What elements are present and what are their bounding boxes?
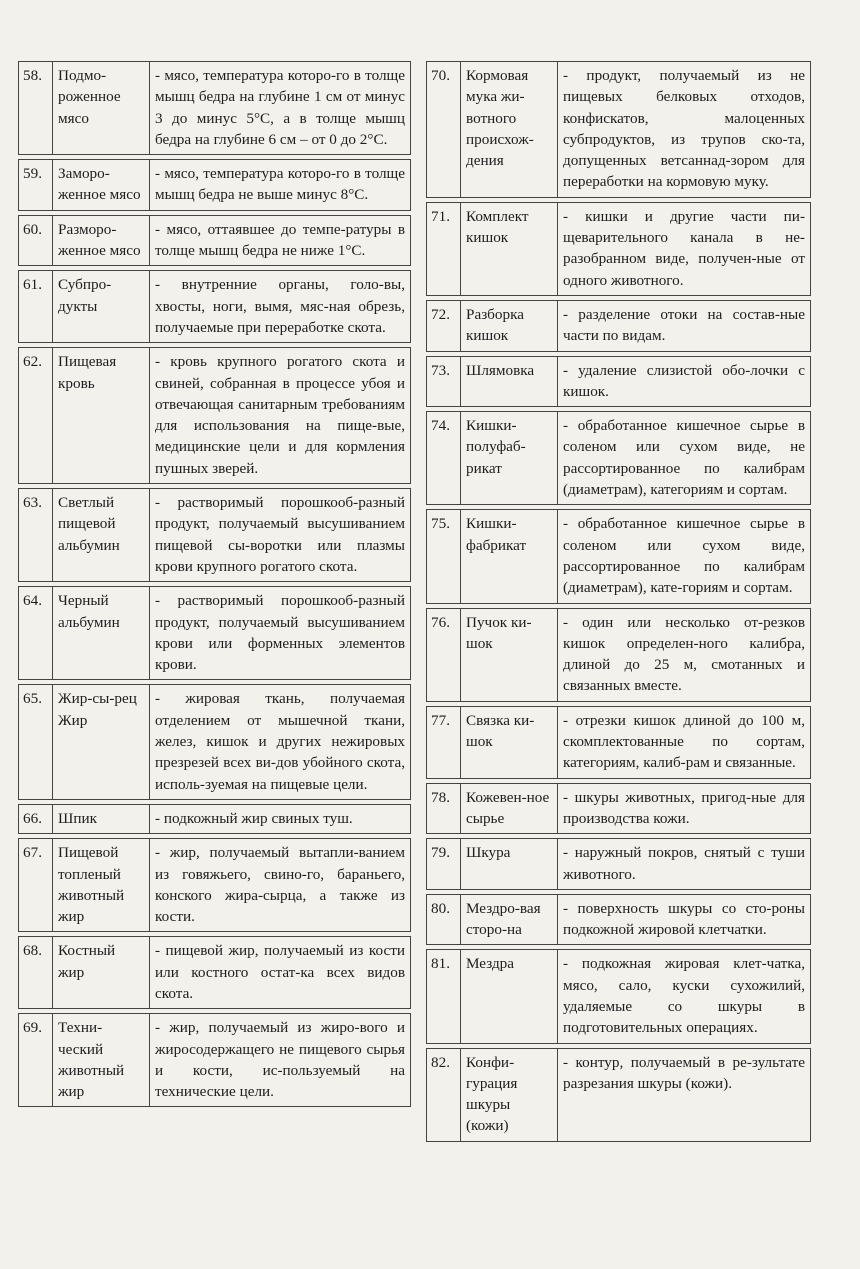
term-name: Заморо-женное мясо [53,159,150,211]
term-row [426,608,811,702]
term-number: 75. [426,509,461,603]
term-number: 63. [18,488,53,582]
term-number: 58. [18,61,53,155]
term-definition: - растворимый порошкооб-разный продукт, получаемый высушиванием крови или форменных элементов крови. [150,586,411,680]
term-number: 70. [426,61,461,198]
term-definition: - подкожный жир свиных туш. [150,804,411,834]
term-definition: - кровь крупного рогатого скота и свиней, собранная в процессе убоя и отвечающая санитарным требованиям для использования на пище-вые, медицинские цели и для кормления пушных зверей. [150,347,411,484]
term-number: 79. [426,838,461,890]
term-definition: - жир, получаемый вытапли-ванием из говяжьего, свино-го, бараньего, конского жира-сырца, а также из кости. [150,838,411,932]
term-definition: - наружный покров, снятый с туши животного. [558,838,811,890]
term-row [18,270,411,343]
term-number: 78. [426,783,461,835]
term-name: Разборка кишок [461,300,558,352]
term-name: Подмо-роженное мясо [53,61,150,155]
term-name: Пищевой топленый животный жир [53,838,150,932]
term-definition: - мясо, температура которо-го в толще мышц бедра на глубине 1 см от минус 3 до минус 5°С, а в толще мышц бедра на глубине 6 см – от 0 до 2°С. [150,61,411,155]
term-row [426,1048,811,1142]
term-row [426,783,811,835]
term-definition: - жировая ткань, получаемая отделением от мышечной ткани, желез, кишок и других нежировых презрезей всех ви-дов убойного скота, исполь-зуемая на пищевые цели. [150,684,411,799]
term-row [18,215,411,267]
term-number: 74. [426,411,461,505]
term-row [426,300,811,352]
term-definition: - продукт, получаемый из не пищевых белковых отходов, конфискатов, малоценных субпродуктов, из трупов ско-та, допущенных ветсаннад-зором для переработки на кормовую муку. [558,61,811,198]
left-terms-body [18,61,411,1107]
term-row [426,706,811,779]
term-definition: - жир, получаемый из жиро-вого и жиросодержащего не пищевого сырья и кости, ис-пользуемый на технические цели. [150,1013,411,1107]
term-row [18,159,411,211]
term-definition: - обработанное кишечное сырье в соленом или сухом виде, рассортированное по калибрам (диаметрам), кате-гориям и сортам. [558,509,811,603]
term-definition: - один или несколько от-резков кишок определен-ного калибра, длиной до 25 м, смотанных и связанных вместе. [558,608,811,702]
term-number: 61. [18,270,53,343]
term-row [18,1013,411,1107]
term-number: 66. [18,804,53,834]
term-row [18,61,411,155]
term-number: 59. [18,159,53,211]
term-name: Пищевая кровь [53,347,150,484]
term-row [426,894,811,946]
term-name: Конфи-гурация шкуры (кожи) [461,1048,558,1142]
term-definition: - обработанное кишечное сырье в соленом или сухом виде, не рассортированное по калибрам (диаметрам), категориям и сортам. [558,411,811,505]
term-definition: - отрезки кишок длиной до 100 м, скомплектованные по сортам, категориям, калиб-рам и связанные. [558,706,811,779]
term-definition: - удаление слизистой обо-лочки с кишок. [558,356,811,408]
left-terms-table [18,57,411,1111]
term-number: 68. [18,936,53,1009]
term-name: Разморо-женное мясо [53,215,150,267]
term-name: Шпик [53,804,150,834]
term-name: Субпро-дукты [53,270,150,343]
term-number: 82. [426,1048,461,1142]
term-number: 64. [18,586,53,680]
term-number: 67. [18,838,53,932]
term-number: 80. [426,894,461,946]
term-number: 77. [426,706,461,779]
right-terms-body [426,61,811,1142]
term-row [426,61,811,198]
term-row [18,838,411,932]
term-name: Мездро-вая сторо-на [461,894,558,946]
term-number: 72. [426,300,461,352]
term-definition: - поверхность шкуры со сто-роны подкожной жировой клетчатки. [558,894,811,946]
term-name: Шлямовка [461,356,558,408]
term-definition: - мясо, оттаявшее до темпе-ратуры в толще мышц бедра не ниже 1°С. [150,215,411,267]
term-number: 76. [426,608,461,702]
term-definition: - пищевой жир, получаемый из кости или костного остат-ка всех видов скота. [150,936,411,1009]
term-name: Связка ки-шок [461,706,558,779]
term-number: 65. [18,684,53,799]
term-number: 62. [18,347,53,484]
term-row [18,586,411,680]
term-row [18,804,411,834]
term-number: 73. [426,356,461,408]
term-row [426,838,811,890]
term-row [18,936,411,1009]
term-name: Комплект кишок [461,202,558,296]
term-definition: - шкуры животных, пригод-ные для производства кожи. [558,783,811,835]
term-definition: - подкожная жировая клет-чатка, мясо, сало, куски сухожилий, удаляемые со шкуры в подготовительных операциях. [558,949,811,1043]
term-row [18,488,411,582]
term-name: Шкура [461,838,558,890]
term-name: Кормовая мука жи-вотного происхож-дения [461,61,558,198]
term-row [426,509,811,603]
term-row [18,684,411,799]
term-name: Жир-сы-рец Жир [53,684,150,799]
term-name: Кишки-фабрикат [461,509,558,603]
term-row [426,202,811,296]
term-definition: - кишки и другие части пи-щеварительного канала в не-разобранном виде, получен-ные от одного животного. [558,202,811,296]
term-row [426,411,811,505]
term-name: Черный альбумин [53,586,150,680]
term-name: Техни-ческий животный жир [53,1013,150,1107]
term-definition: - контур, получаемый в ре-зультате разрезания шкуры (кожи). [558,1048,811,1142]
term-row [426,356,811,408]
term-name: Кишки-полуфаб-рикат [461,411,558,505]
term-name: Кожевен-ное сырье [461,783,558,835]
term-number: 60. [18,215,53,267]
term-row [426,949,811,1043]
term-definition: - разделение отоки на состав-ные части по видам. [558,300,811,352]
term-row [18,347,411,484]
right-terms-table [426,57,811,1146]
term-definition: - внутренние органы, голо-вы, хвосты, ноги, вымя, мяс-ная обрезь, получаемые при переработке скота. [150,270,411,343]
term-name: Мездра [461,949,558,1043]
term-name: Пучок ки-шок [461,608,558,702]
term-number: 69. [18,1013,53,1107]
term-name: Светлый пищевой альбумин [53,488,150,582]
term-number: 81. [426,949,461,1043]
term-definition: - растворимый порошкооб-разный продукт, получаемый высушиванием пищевой сы-воротки или плазмы крови крупного рогатого скота. [150,488,411,582]
term-name: Костный жир [53,936,150,1009]
term-number: 71. [426,202,461,296]
term-definition: - мясо, температура которо-го в толще мышц бедра не выше минус 8°С. [150,159,411,211]
